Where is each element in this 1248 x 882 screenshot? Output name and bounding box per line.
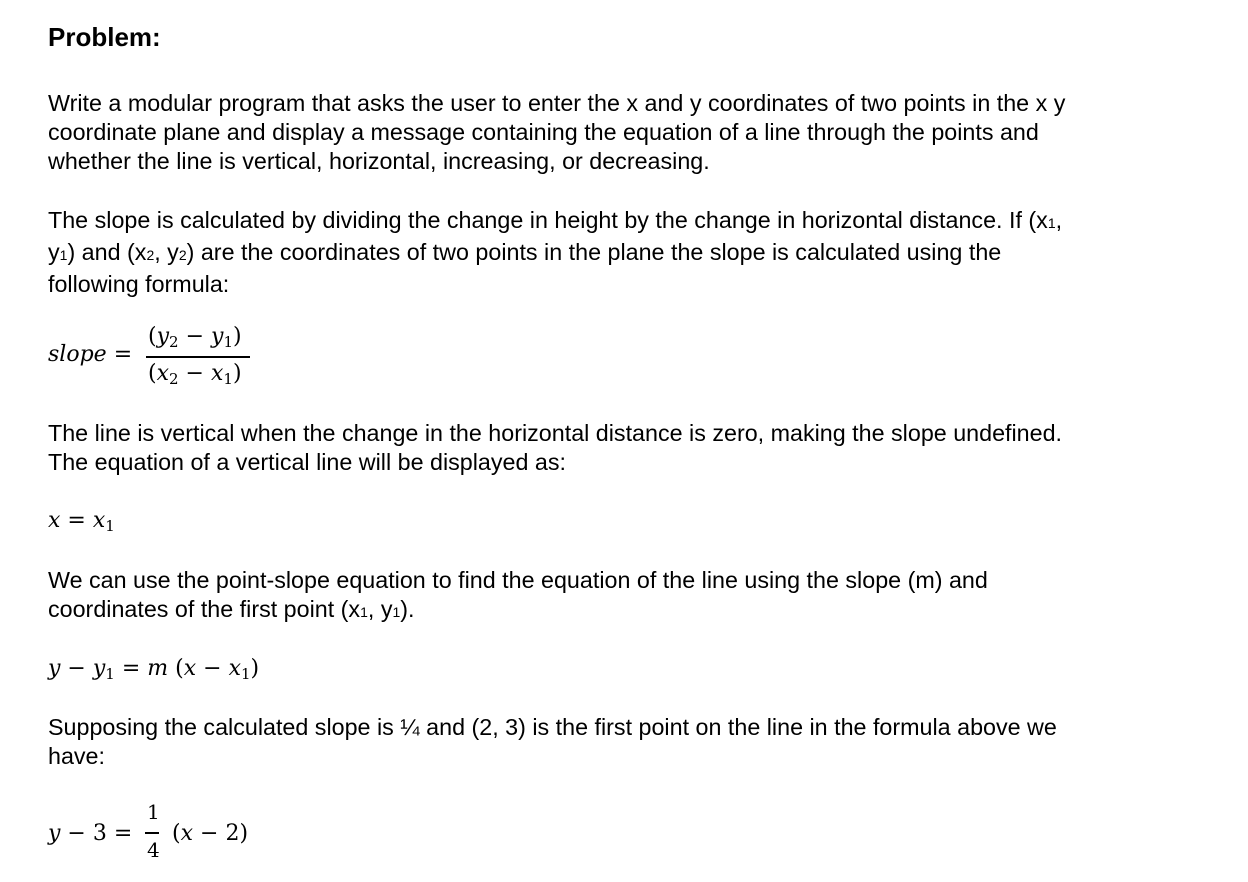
example-fraction-bar	[145, 832, 159, 834]
example-paragraph-line: Supposing the calculated slope is ¼ and (2, 3) is the first point on the line in the formula above we	[48, 714, 1057, 740]
slope-paragraph	[48, 206, 1208, 299]
example-paragraph	[48, 713, 1208, 771]
intro-line: coordinate plane and display a message containing the equation of a line through the points and	[48, 119, 1039, 145]
example-formula-rhs: (x − 2)	[172, 821, 249, 846]
example-formula-lhs: y − 3 =	[48, 821, 133, 846]
example-fraction-numerator: 1	[147, 800, 160, 824]
example-fraction-denominator: 4	[147, 838, 160, 862]
point-slope-paragraph-line: We can use the point-slope equation to find the equation of the line using the slope (m) and	[48, 567, 988, 593]
slope-paragraph-line: The slope is calculated by dividing the change in height by the change in horizontal distance. If (x1,	[48, 207, 1063, 233]
intro-paragraph	[48, 89, 1208, 176]
vertical-paragraph-line: The equation of a vertical line will be displayed as:	[48, 449, 567, 475]
slope-paragraph-line: y1) and (x2, y2) are the coordinates of two points in the plane the slope is calculated using the	[48, 239, 1002, 265]
vertical-paragraph	[48, 419, 1208, 477]
example-paragraph-line: have:	[48, 743, 105, 769]
point-slope-paragraph	[48, 566, 1208, 627]
vertical-paragraph-line: The line is vertical when the change in the horizontal distance is zero, making the slope undefined.	[48, 420, 1063, 446]
point-slope-paragraph-line: coordinates of the first point (x1, y1).	[48, 596, 415, 622]
slope-formula-denominator: $(x_2 - x_1)$	[148, 361, 242, 388]
problem-heading: Problem:	[48, 22, 161, 52]
vertical-line-formula: $x = x_1$	[48, 508, 115, 535]
intro-line: Write a modular program that asks the user to enter the x and y coordinates of two points in the x y	[48, 90, 1066, 116]
slope-fraction-bar	[146, 356, 250, 358]
slope-formula-numerator: $(y_2 - y_1)$	[148, 324, 242, 351]
slope-paragraph-line: following formula:	[48, 271, 230, 297]
intro-line: whether the line is vertical, horizontal, increasing, or decreasing.	[48, 148, 710, 174]
slope-formula-lhs: slope =	[48, 342, 133, 367]
point-slope-formula: $y - y_1 = m$ $(x - x_1)$	[48, 656, 260, 683]
